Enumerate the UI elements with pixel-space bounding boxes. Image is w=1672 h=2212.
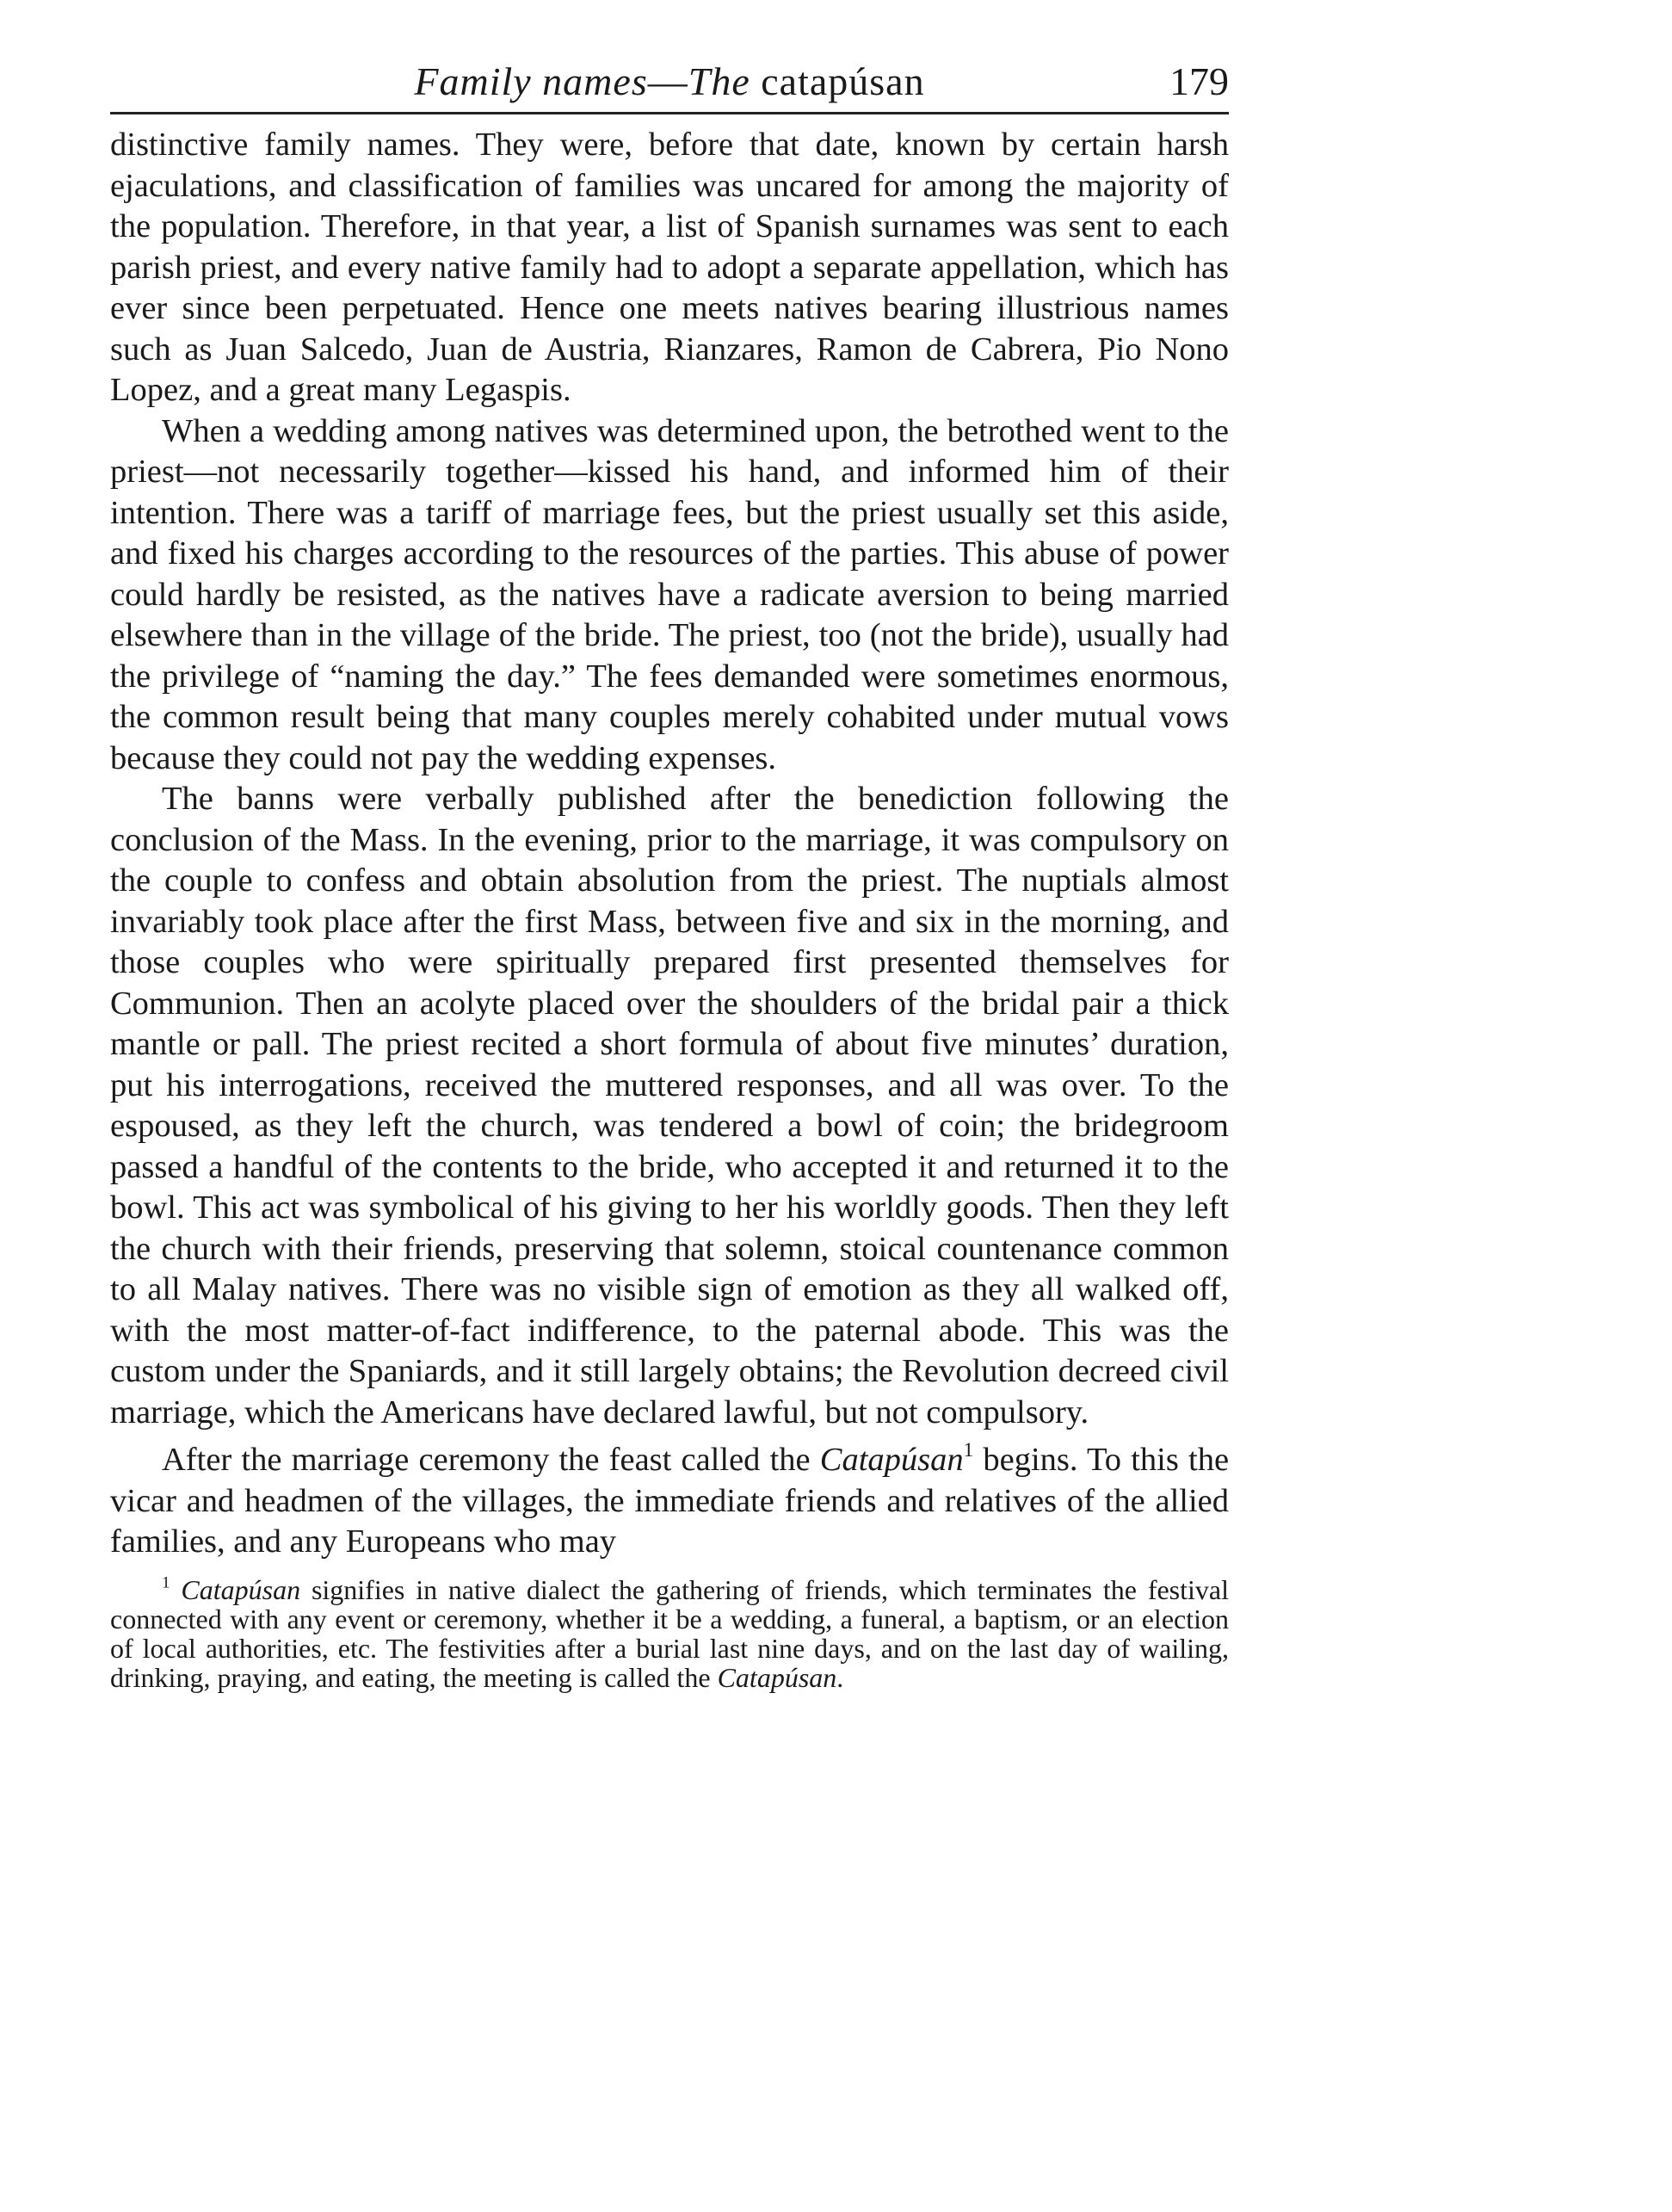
footnote-text: signifies in native dialect the gathering of friends, which terminates the festival connected with any event or ceremony, whether it be a wedding, a funeral, a baptism, or an election of local authorities, etc. The festivities after a burial last nine days, and on the last day of wailing, drinking, praying, and eating, the meeting is called the xyxy=(110,1573,1230,1693)
footnote-term-end: Catapúsan xyxy=(717,1661,837,1693)
running-head-dash: — xyxy=(647,59,688,103)
footnote-reference: 1 xyxy=(963,1437,974,1461)
footnote-1 xyxy=(110,1575,1229,1692)
page-number: 179 xyxy=(1169,59,1229,103)
paragraph-4 xyxy=(110,1437,1230,1563)
footnote-term: Catapúsan xyxy=(181,1573,301,1605)
paragraph-3: The banns were verbally published after the benediction following the conclusion of the Mass. In the evening, prior to the marriage, it was compulsory on the couple to confess and obtain absolution from the priest. The nuptials almost invariably took place after the first Mass, between five and six in the morning, and those couples who were spiritually prepared first presented themselves for Communion. Then an acolyte placed over the shoulders of the bridal pair a thick mantle or pall. The priest recited a short formula of about five minutes’ duration, put his interrogations, received the muttered responses, and all was over. To the espoused, as they left the church, was tendered a bowl of coin; the bridegroom passed a handful of the contents to the bride, who accepted it and returned it to the bowl. This act was symbolical of his giving to her his worldly goods. Then they left the church with their friends, preserving that solemn, stoical countenance common to all Malay natives. There was no visible sign of emotion as they all walked off, with the most matter-of-fact indifference, to the paternal abode. This was the custom under the Spaniards, and it still largely obtains; the Revolution decreed civil marriage, which the Americans have declared lawful, but not compulsory. xyxy=(110,781,1229,1430)
footnote-marker: 1 xyxy=(162,1573,170,1592)
running-head-family-names: Family names xyxy=(414,59,648,103)
paragraph-2: When a wedding among natives was determined upon, the betrothed went to the priest—not necessarily together—kissed his hand, and informed him of their intention. There was a tariff of marriage fees, but the priest usually set this aside, and fixed his charges according to the resources of the parties. This abuse of power could hardly be resisted, as the natives have a radicate aversion to being married elsewhere than in the village of the bride. The priest, too (not the bride), usually had the privilege of “naming the day.” The fees demanded were sometimes enormous, the common result being that many couples merely cohabited under mutual vows because they could not pay the wedding expenses. xyxy=(110,412,1229,776)
running-head-the: The xyxy=(688,59,750,103)
body-text xyxy=(110,125,1229,1563)
running-head xyxy=(110,59,1229,104)
footnote-period: . xyxy=(836,1661,844,1693)
paragraph-4-end: begins. To this the vicar and headmen of the villages, the immediate friends and relatives of the allied families, and any Europeans who may xyxy=(110,1442,1230,1560)
paragraph-4-term: Catapúsan xyxy=(819,1442,964,1478)
footnotes xyxy=(110,1575,1229,1692)
paragraph-1: distinctive family names. They were, before that date, known by certain harsh ejaculations, and classification of families was uncared for among the majority of the population. Therefore, in that year, a list of Spanish surnames was sent to each parish priest, and every native family had to adopt a separate appellation, which has ever since been perpetuated. Hence one meets natives bearing illustrious names such as Juan Salcedo, Juan de Austria, Rianzares, Ramon de Cabrera, Pio Nono Lopez, and a great many Legaspis. xyxy=(110,127,1229,408)
paragraph-4-start: After the marriage ceremony the feast called the xyxy=(162,1442,811,1478)
running-head-catapusan: catapúsan xyxy=(761,59,925,103)
page-header xyxy=(110,52,1229,114)
book-page xyxy=(110,52,1229,1692)
